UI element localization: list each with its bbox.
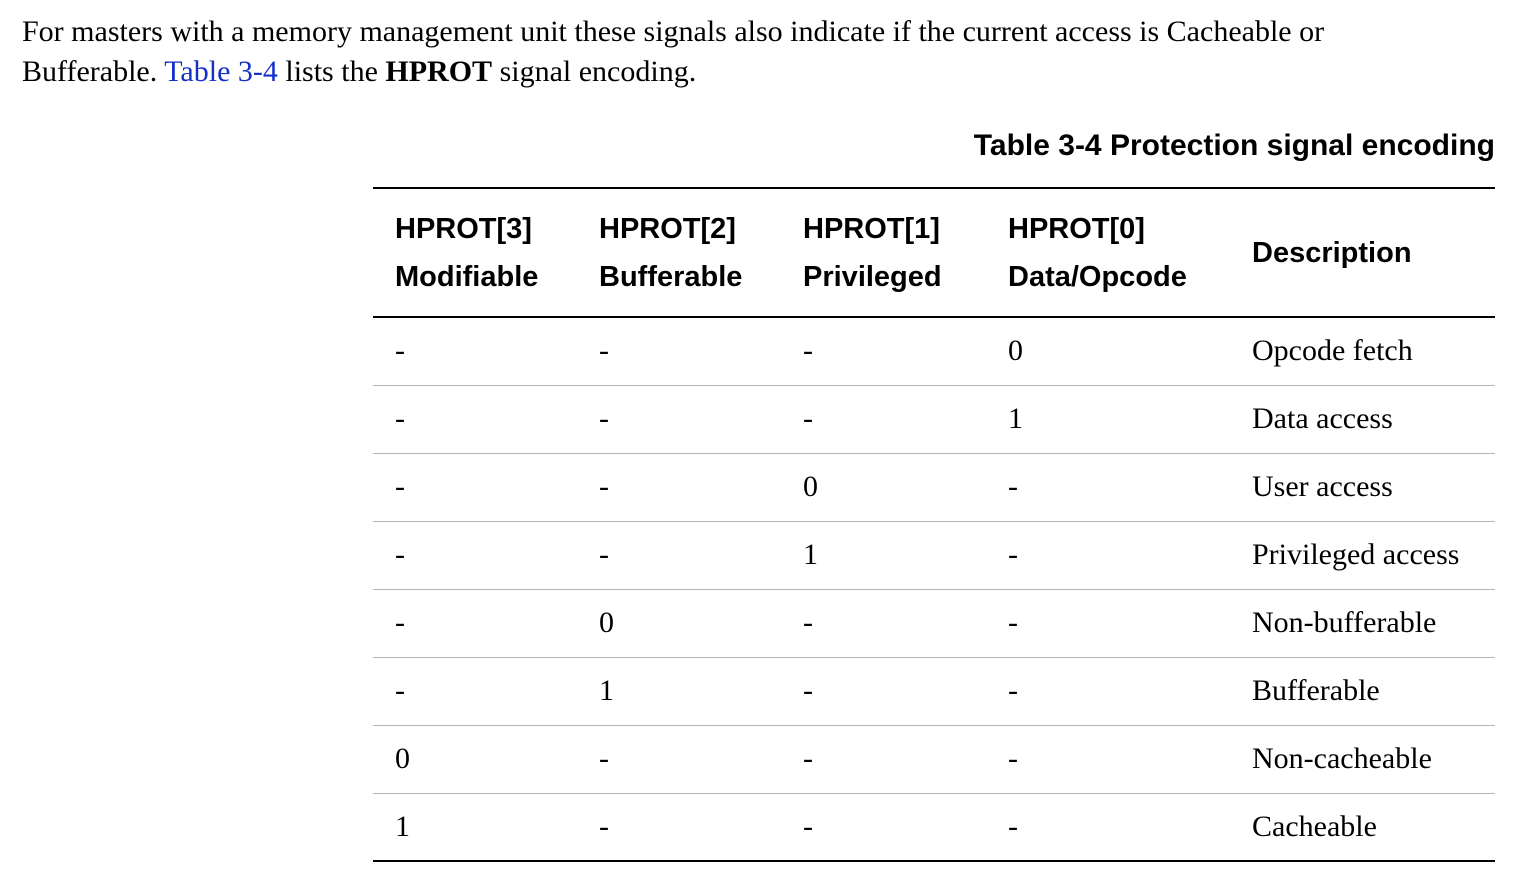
header-hprot0-line1: HPROT[0] bbox=[1008, 212, 1145, 245]
cell-hprot1: - bbox=[781, 589, 986, 657]
cell-hprot2: - bbox=[577, 725, 781, 793]
intro-paragraph bbox=[22, 12, 1522, 92]
header-hprot3-line2: Modifiable bbox=[395, 260, 539, 293]
cell-description: Opcode fetch bbox=[1230, 317, 1495, 385]
cell-hprot3: - bbox=[373, 521, 577, 589]
header-description-line1: Description bbox=[1252, 236, 1412, 269]
cell-description: Non-cacheable bbox=[1230, 725, 1495, 793]
cell-hprot1: - bbox=[781, 385, 986, 453]
cell-hprot3: - bbox=[373, 657, 577, 725]
cell-hprot3: 0 bbox=[373, 725, 577, 793]
cell-hprot2: - bbox=[577, 385, 781, 453]
table-row bbox=[373, 657, 1495, 725]
cell-description: Bufferable bbox=[1230, 657, 1495, 725]
table-row bbox=[373, 385, 1495, 453]
cell-hprot2: - bbox=[577, 521, 781, 589]
header-hprot1-line1: HPROT[1] bbox=[803, 212, 940, 245]
cell-hprot0: 1 bbox=[986, 385, 1230, 453]
intro-text-2: Bufferable. bbox=[22, 55, 165, 88]
cell-hprot2: 1 bbox=[577, 657, 781, 725]
intro-line-2 bbox=[22, 52, 1522, 92]
cell-hprot2: 0 bbox=[577, 589, 781, 657]
header-hprot0-line2: Data/Opcode bbox=[1008, 260, 1187, 293]
header-hprot2-line2: Bufferable bbox=[599, 260, 743, 293]
cell-hprot3: - bbox=[373, 453, 577, 521]
intro-line-1: For masters with a memory management unit these signals also indicate if the current access is Cacheable or bbox=[22, 15, 1325, 48]
cell-hprot2: - bbox=[599, 809, 609, 843]
cell-hprot3: - bbox=[373, 317, 577, 385]
header-hprot0 bbox=[986, 188, 1230, 317]
cell-hprot3: - bbox=[373, 385, 577, 453]
intro-text-4: signal encoding. bbox=[492, 55, 697, 88]
cell-hprot0: - bbox=[986, 521, 1230, 589]
header-hprot2-line1: HPROT[2] bbox=[599, 212, 736, 245]
cell-description: User access bbox=[1230, 453, 1495, 521]
table-row bbox=[373, 725, 1495, 793]
cell-hprot0: - bbox=[1008, 809, 1018, 843]
cell-hprot0: - bbox=[986, 725, 1230, 793]
table-reference-link[interactable]: Table 3-4 bbox=[164, 55, 278, 88]
header-hprot3-line1: HPROT[3] bbox=[395, 212, 532, 245]
cell-hprot2: - bbox=[577, 453, 781, 521]
protection-encoding-table bbox=[373, 187, 1495, 862]
cell-hprot0: - bbox=[986, 453, 1230, 521]
cell-hprot3: - bbox=[373, 589, 577, 657]
header-hprot1 bbox=[781, 188, 986, 317]
cell-description: Privileged access bbox=[1230, 521, 1495, 589]
cell-hprot0: - bbox=[986, 589, 1230, 657]
cell-hprot0: - bbox=[986, 657, 1230, 725]
cell-hprot1: - bbox=[781, 725, 986, 793]
table-row bbox=[373, 589, 1495, 657]
header-hprot3 bbox=[373, 188, 577, 317]
cell-hprot3: 1 bbox=[395, 809, 410, 843]
table-caption: Table 3-4 Protection signal encoding bbox=[973, 129, 1495, 162]
cell-description: Non-bufferable bbox=[1230, 589, 1495, 657]
table-row bbox=[373, 793, 1495, 861]
header-hprot2 bbox=[577, 188, 781, 317]
table-row bbox=[373, 453, 1495, 521]
cell-hprot1: 0 bbox=[781, 453, 986, 521]
table-header-row bbox=[373, 188, 1495, 317]
header-description bbox=[1230, 188, 1495, 317]
table-row bbox=[373, 317, 1495, 385]
cell-hprot1: - bbox=[781, 657, 986, 725]
cell-hprot0: 0 bbox=[986, 317, 1230, 385]
header-hprot1-line2: Privileged bbox=[803, 260, 942, 293]
cell-hprot1: - bbox=[803, 809, 813, 843]
intro-text-3: lists the bbox=[277, 55, 386, 88]
cell-description: Cacheable bbox=[1252, 809, 1377, 843]
cell-hprot1: 1 bbox=[781, 521, 986, 589]
cell-description: Data access bbox=[1230, 385, 1495, 453]
cell-hprot2: - bbox=[577, 317, 781, 385]
table-row bbox=[373, 521, 1495, 589]
hprot-signal-name: HPROT bbox=[385, 55, 493, 88]
cell-hprot1: - bbox=[781, 317, 986, 385]
